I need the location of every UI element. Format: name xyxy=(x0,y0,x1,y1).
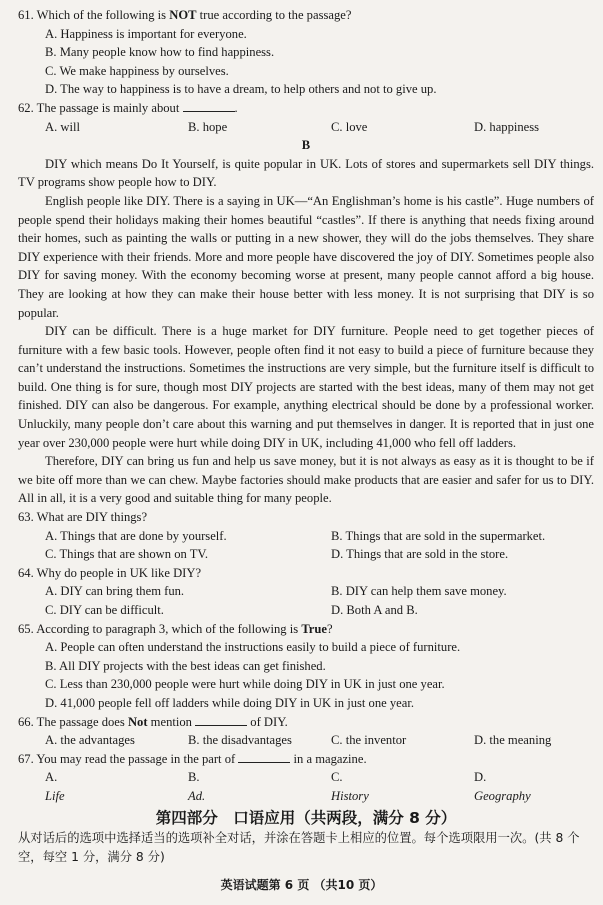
question-66-stem: 66. The passage does Not mention of DIY. xyxy=(18,714,288,729)
passage-paragraph-4: Therefore, DIY can bring us fun and help us save money, but it is not always as easy as it is thought to be if we bite off more than we can chew. Maybe factories should make products that are easier and safer for us to DIY. All in all, it is a very good and suitable thing for many people. xyxy=(18,454,594,506)
q67-option-a: A. Life xyxy=(45,770,65,803)
q62-options xyxy=(18,118,594,137)
passage-b-label: B xyxy=(301,138,311,153)
q65-option-b: B. All DIY projects with the best ideas can get finished. xyxy=(45,658,326,673)
question-63-stem: 63. What are DIY things? xyxy=(18,510,148,525)
answer-blank xyxy=(195,713,247,726)
q65-option-d: D. 41,000 people fell off ladders while doing DIY in UK in just one year. xyxy=(45,695,414,710)
q64-option-a: A. DIY can bring them fun. xyxy=(45,584,185,599)
q64-option-c: C. DIY can be difficult. xyxy=(45,603,164,617)
part-4-instruction: 从对话后的选项中选择适当的选项补全对话，并涂在答题卡上相应的位置。每个选项限用一次。(共 8 个空，每空 1 分，满分 8 分) xyxy=(18,830,580,864)
q66-option-b: B. the disadvantages xyxy=(188,733,292,748)
q63-option-c: C. Things that are shown on TV. xyxy=(45,547,209,562)
q63-option-d: D. Things that are sold in the store. xyxy=(331,547,509,562)
q64-option-b: B. DIY can help them save money. xyxy=(331,584,507,599)
answer-blank xyxy=(238,750,290,763)
passage-paragraph-1: DIY which means Do It Yourself, is quite popular in UK. Lots of stores and supermarkets sell DIY things. TV programs show people how to DIY. xyxy=(18,156,594,190)
q63-options-row-1 xyxy=(18,527,594,546)
q62-option-c: C. love xyxy=(331,119,368,134)
passage-paragraph-2: English people like DIY. There is a saying in UK—“An Englishman’s home is his castle”. Huge numbers of people spend their holidays making their homes beautiful “castles”. If there is anything that needs fixing around their homes, such as painting the walls or putting in a new shower, they will do the jobs themselves. They share DIY experience with their friends. More and more people have discovered the joy of DIY. Sometimes people also DIY for saving money. With the economy becoming worse at present, many people cannot afford a big house. They are looking at how they can make their house better with less money. It is not surprising that DIY is so popular. xyxy=(18,193,594,320)
q65-option-c: C. Less than 230,000 people were hurt while doing DIY in UK in just one year. xyxy=(45,677,445,692)
q64-option-d: D. Both A and B. xyxy=(331,603,418,617)
q66-option-a: A. the advantages xyxy=(45,733,135,748)
q66-option-d: D. the meaning xyxy=(474,733,552,748)
q63-options-row-2 xyxy=(18,545,594,564)
q61-option-c: C. We make happiness by ourselves. xyxy=(45,63,229,78)
page-footer: 英语试题第 6 页 （共10 页） xyxy=(220,878,383,892)
q62-option-b: B. hope xyxy=(188,119,228,134)
passage-paragraph-3: DIY can be difficult. There is a huge market for DIY furniture. People need to get together pieces of furniture with a few basic tools. However, people often find it not easy to build a piece of furniture because they can’t understand the instructions. Sometimes the instructions are very simple, but the furniture itself is difficult to build. One thing is for sure, though most DIY projects are started with the best ideas, many of them may not get finished. DIY can also be dangerous. For example, anything electrical should be done by a professional worker. Unluckily, many people don’t care about this warning and put themselves in danger. It is reported that in just one year over 230,000 people were hurt while doing DIY in UK, including 41,000 who fell off ladders. xyxy=(18,324,594,450)
question-64-stem: 64. Why do people in UK like DIY? xyxy=(18,565,202,580)
q67-option-d: D. Geography xyxy=(474,770,531,803)
question-61-stem: 61. Which of the following is NOT true according to the passage? xyxy=(18,8,352,22)
q64-options-row-2 xyxy=(18,601,594,620)
question-67-stem: 67. You may read the passage in the part of in a magazine. xyxy=(18,751,367,766)
q62-option-d: D. happiness xyxy=(474,119,540,134)
answer-blank xyxy=(183,99,235,112)
q63-option-b: B. Things that are sold in the supermarket. xyxy=(331,528,546,543)
q62-option-a: A. will xyxy=(45,119,80,134)
q65-option-a: A. People can often understand the instructions easily to build a piece of furniture. xyxy=(45,640,461,655)
q61-option-d: D. The way to happiness is to have a dream, to help others and not to give up. xyxy=(45,82,437,97)
q67-option-c: C. History xyxy=(331,770,369,803)
part-4-title: 第四部分 口语应用（共两段，满分 8 分） xyxy=(155,808,457,827)
q61-option-b: B. Many people know how to find happiness. xyxy=(45,45,275,60)
q67-options xyxy=(18,768,594,805)
q61-option-a: A. Happiness is important for everyone. xyxy=(45,26,247,41)
q66-option-c: C. the inventor xyxy=(331,733,407,748)
q64-options-row-1 xyxy=(18,582,594,601)
question-62-stem: 62. The passage is mainly about . xyxy=(18,100,238,115)
question-65-stem: 65. According to paragraph 3, which of the following is True? xyxy=(18,621,333,636)
q63-option-a: A. Things that are done by yourself. xyxy=(45,528,227,543)
q66-options xyxy=(18,731,594,750)
q67-option-b: B. Ad. xyxy=(188,770,206,803)
